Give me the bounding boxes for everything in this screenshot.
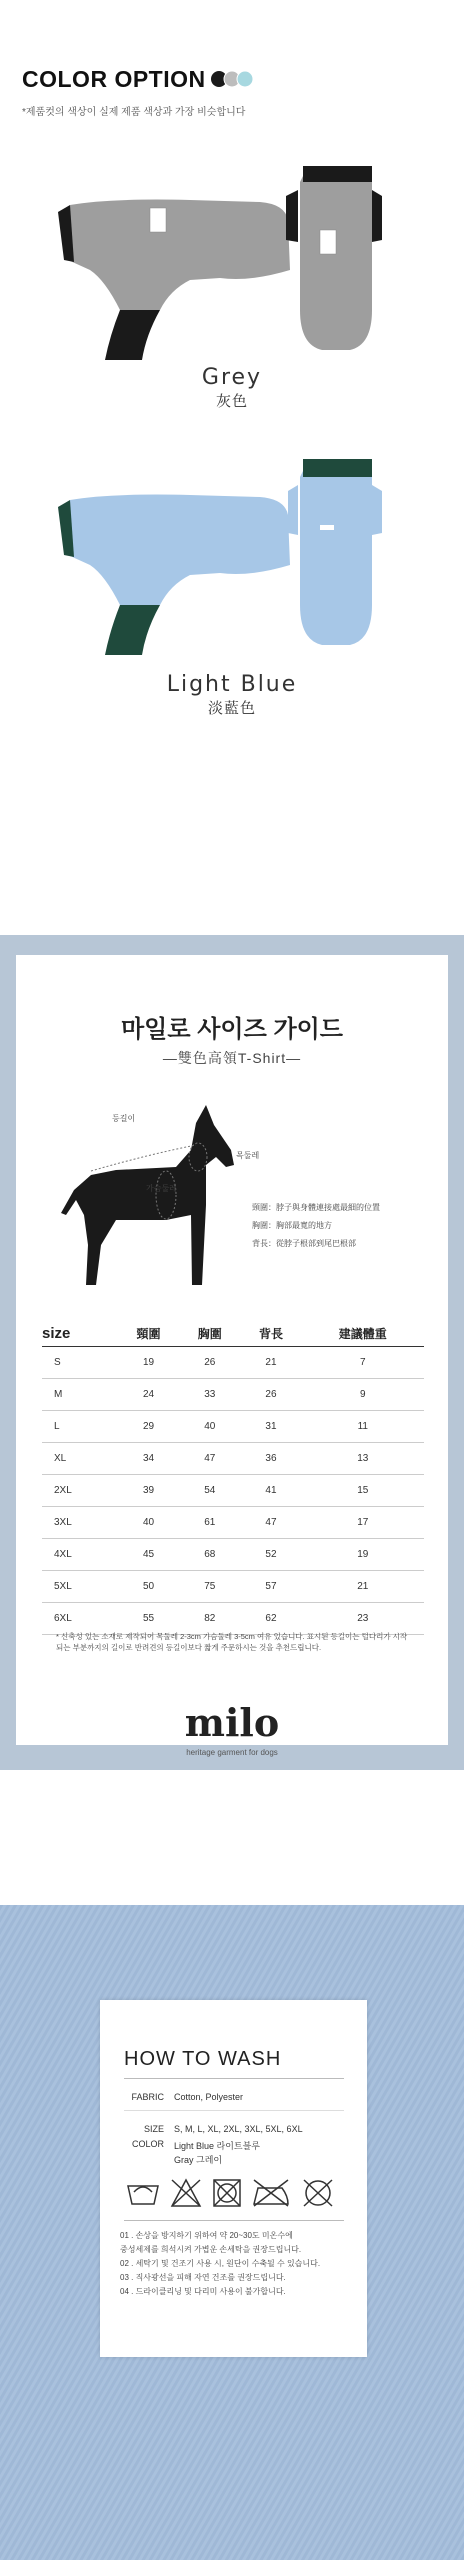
size-cell: 5XL — [42, 1571, 118, 1603]
size-table-row — [42, 1507, 424, 1539]
size-cell: 3XL — [42, 1507, 118, 1539]
size-table-row — [42, 1475, 424, 1507]
grey-name-en: Grey — [201, 365, 263, 390]
size-row — [100, 2124, 367, 2136]
no-iron-icon — [254, 2180, 288, 2206]
color-row-2 — [100, 2153, 367, 2165]
back-cell: 41 — [240, 1475, 301, 1507]
size-table-header — [42, 1320, 424, 1347]
back-cell: 36 — [240, 1443, 301, 1475]
divider — [124, 2110, 344, 2111]
weight-cell: 13 — [302, 1443, 424, 1475]
light-blue-shirt-image — [50, 455, 420, 655]
chest-cell: 26 — [179, 1347, 240, 1379]
color-note: *제품컷의 색상이 실제 제품 색상과 가장 비슷합니다 — [22, 107, 246, 118]
weight-cell: 11 — [302, 1411, 424, 1443]
fabric-label: FABRIC — [131, 2092, 164, 2102]
brand-logo: milo — [184, 1700, 280, 1745]
neck-cell: 40 — [118, 1507, 179, 1539]
weight-cell: 7 — [302, 1347, 424, 1379]
size-note: * 신축성 있는 소재로 제작되어 목둘레 2-3cm 가슴둘레 3-5cm 여유 있습니다. 표시된 등길이는 털다리가 시작되는 부분까지의 길이로 반려견의 등길이보다 짧게 주문하시는 것을 추천드립니다. — [56, 1632, 408, 1652]
chest-cell: 54 — [179, 1475, 240, 1507]
legend-neck: 頸圍：脖子與身體連接處最細的位置 — [252, 1203, 380, 1212]
back-cell: 26 — [240, 1379, 301, 1411]
size-cell: XL — [42, 1443, 118, 1475]
size-table-row — [42, 1571, 424, 1603]
size-cell: S — [42, 1347, 118, 1379]
size-table-row — [42, 1603, 424, 1635]
label-back-length: 등길이 — [112, 1114, 136, 1123]
size-table-row — [42, 1539, 424, 1571]
brand-tagline: heritage garment for dogs — [186, 1748, 278, 1757]
color-option-title: COLOR OPTION — [22, 66, 206, 92]
header-back: 背長 — [240, 1320, 301, 1347]
color-value-1: Light Blue 라이트블루 — [174, 2141, 261, 2151]
color-value-2: Gray 그레이 — [174, 2155, 223, 2165]
wash-note-4: 04 . 드라이클리닝 및 다리미 사용이 불가합니다. — [120, 2287, 286, 2296]
weight-cell: 17 — [302, 1507, 424, 1539]
grey-label — [0, 365, 464, 411]
grey-shirt-image — [50, 160, 420, 360]
no-bleach-icon — [172, 2180, 200, 2206]
chest-cell: 68 — [179, 1539, 240, 1571]
weight-cell: 9 — [302, 1379, 424, 1411]
how-to-wash-section — [0, 1905, 464, 2560]
wash-note-1b: 중성세제를 희석시켜 가볍운 손세탁을 권장드립니다. — [120, 2245, 302, 2254]
no-tumble-dry-icon — [214, 2180, 240, 2206]
color-label: COLOR — [131, 2139, 164, 2149]
size-table — [42, 1320, 424, 1635]
header-weight: 建議體重 — [302, 1320, 424, 1347]
size-label: SIZE — [143, 2124, 164, 2134]
header-chest: 胸圍 — [179, 1320, 240, 1347]
size-guide-section — [0, 935, 464, 1770]
chest-cell: 82 — [179, 1603, 240, 1635]
size-table-row — [42, 1411, 424, 1443]
light-blue-name-cn: 淡藍色 — [207, 699, 256, 717]
chest-cell: 40 — [179, 1411, 240, 1443]
color-row — [100, 2139, 367, 2151]
divider — [124, 2220, 344, 2221]
neck-cell: 24 — [118, 1379, 179, 1411]
legend-chest: 胸圍：胸部最寬的地方 — [252, 1221, 332, 1230]
fabric-value: Cotton, Polyester — [174, 2092, 244, 2102]
neck-cell: 55 — [118, 1603, 179, 1635]
weight-cell: 23 — [302, 1603, 424, 1635]
divider — [124, 2078, 344, 2079]
back-cell: 62 — [240, 1603, 301, 1635]
weight-cell: 21 — [302, 1571, 424, 1603]
fabric-row — [100, 2092, 367, 2104]
color-swatch-icon — [210, 70, 270, 88]
size-cell: M — [42, 1379, 118, 1411]
neck-cell: 34 — [118, 1443, 179, 1475]
size-table-row — [42, 1347, 424, 1379]
light-blue-label — [0, 672, 464, 718]
wash-note-2: 02 . 세탁기 및 건조기 사용 시, 원단이 수축될 수 있습니다. — [120, 2259, 321, 2268]
size-table-row — [42, 1443, 424, 1475]
label-neck: 목둘레 — [236, 1151, 260, 1160]
chest-cell: 33 — [179, 1379, 240, 1411]
size-guide-subtitle: —雙色高領T-Shirt— — [162, 1050, 302, 1066]
back-cell: 31 — [240, 1411, 301, 1443]
back-cell: 47 — [240, 1507, 301, 1539]
chest-cell: 61 — [179, 1507, 240, 1539]
size-cell: 4XL — [42, 1539, 118, 1571]
chest-cell: 75 — [179, 1571, 240, 1603]
label-chest: 가슴둘레 — [146, 1184, 177, 1193]
neck-cell: 39 — [118, 1475, 179, 1507]
header-size: size — [42, 1320, 118, 1347]
color-option-section — [0, 0, 464, 900]
legend-back: 背長：從脖子根部到尾巴根部 — [252, 1239, 356, 1248]
back-cell: 21 — [240, 1347, 301, 1379]
hand-wash-icon — [128, 2186, 158, 2204]
neck-cell: 50 — [118, 1571, 179, 1603]
header-neck: 頸圍 — [118, 1320, 179, 1347]
wash-note-3: 03 . 직사광선을 피해 자연 건조를 권장드립니다. — [120, 2273, 286, 2282]
size-cell: 2XL — [42, 1475, 118, 1507]
back-cell: 57 — [240, 1571, 301, 1603]
dog-diagram-icon — [56, 1095, 276, 1295]
chest-cell: 47 — [179, 1443, 240, 1475]
wash-card — [100, 2000, 367, 2357]
size-cell: L — [42, 1411, 118, 1443]
how-to-wash-title: HOW TO WASH — [124, 2048, 282, 2070]
size-cell: 6XL — [42, 1603, 118, 1635]
wash-note-1: 01 . 손상을 방지하기 위하여 약 20~30도 미온수에 — [120, 2231, 293, 2240]
weight-cell: 15 — [302, 1475, 424, 1507]
grey-name-cn: 灰色 — [215, 392, 248, 410]
neck-cell: 29 — [118, 1411, 179, 1443]
neck-cell: 45 — [118, 1539, 179, 1571]
no-dry-clean-icon — [304, 2180, 332, 2206]
light-blue-name-en: Light Blue — [166, 672, 298, 697]
size-value: S, M, L, XL, 2XL, 3XL, 5XL, 6XL — [174, 2124, 303, 2134]
weight-cell: 19 — [302, 1539, 424, 1571]
size-guide-card — [16, 955, 448, 1757]
care-icons — [124, 2174, 344, 2214]
size-table-row — [42, 1379, 424, 1411]
size-guide-title: 마일로 사이즈 가이드 — [121, 1016, 343, 1043]
back-cell: 52 — [240, 1539, 301, 1571]
neck-cell: 19 — [118, 1347, 179, 1379]
